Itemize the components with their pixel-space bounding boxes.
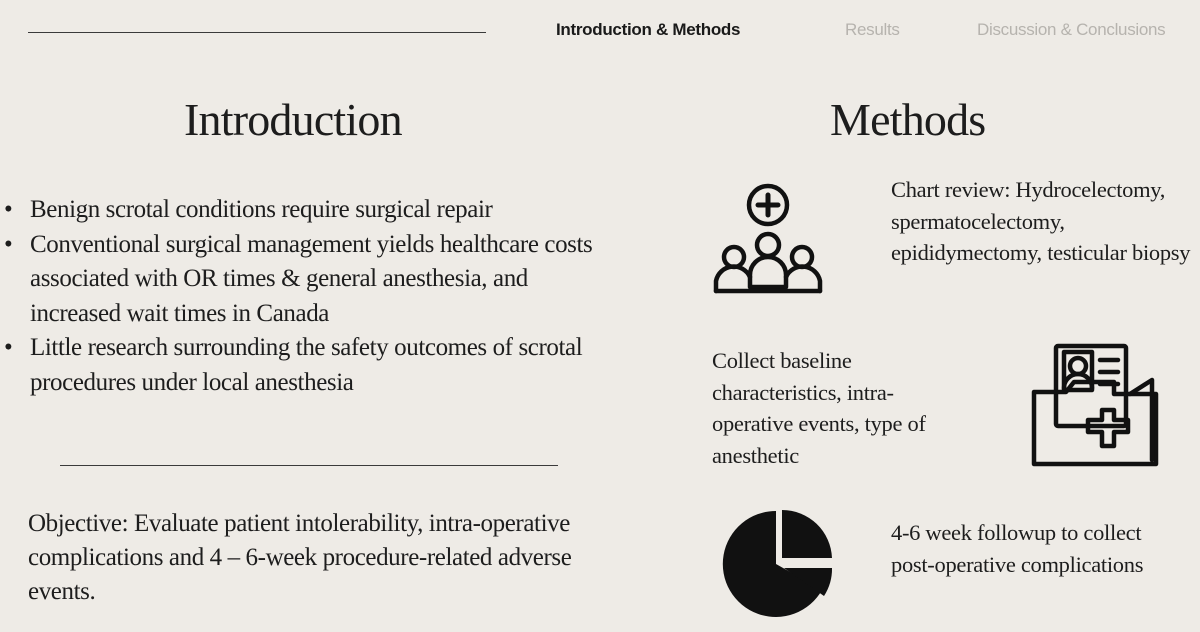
section-divider: [60, 465, 558, 466]
tab-discussion-conclusions[interactable]: Discussion & Conclusions: [977, 20, 1166, 39]
objective-label: Objective: [28, 510, 122, 537]
methods-heading: Methods: [830, 94, 986, 145]
medical-folder-icon: [1030, 342, 1160, 468]
objective-paragraph: [28, 507, 608, 609]
bullet-item: • Little research surrounding the safety outcomes of scrotal procedures under local anesthesia: [4, 331, 604, 400]
objective-text: : Evaluate patient intolerability, intra-operative complications and 4 – 6-week procedure-related adverse events.: [28, 510, 572, 605]
bullet-item: • Benign scrotal conditions require surgical repair: [4, 193, 604, 228]
bullet-item: • Conventional surgical management yields healthcare costs associated with OR times & general anesthesia, and increased wait times in Canada: [4, 228, 604, 332]
pie-chart-icon: [720, 508, 835, 623]
method-baseline-text: Collect baseline characteristics, intra-operative events, type of anesthetic: [712, 348, 926, 468]
method-chart-review-text: Chart review: Hydrocelectomy, spermatocelectomy, epididymectomy, testicular biopsy: [891, 177, 1191, 265]
tab-introduction-methods[interactable]: Introduction & Methods: [556, 20, 741, 39]
tab-results[interactable]: Results: [845, 20, 900, 39]
method-followup-text: 4-6 week followup to collect post-operative complications: [891, 520, 1144, 577]
introduction-bullet-list: [4, 193, 604, 400]
introduction-heading: Introduction: [184, 94, 402, 145]
nav-divider-line: [28, 32, 486, 33]
team-medical-icon: [712, 183, 824, 295]
